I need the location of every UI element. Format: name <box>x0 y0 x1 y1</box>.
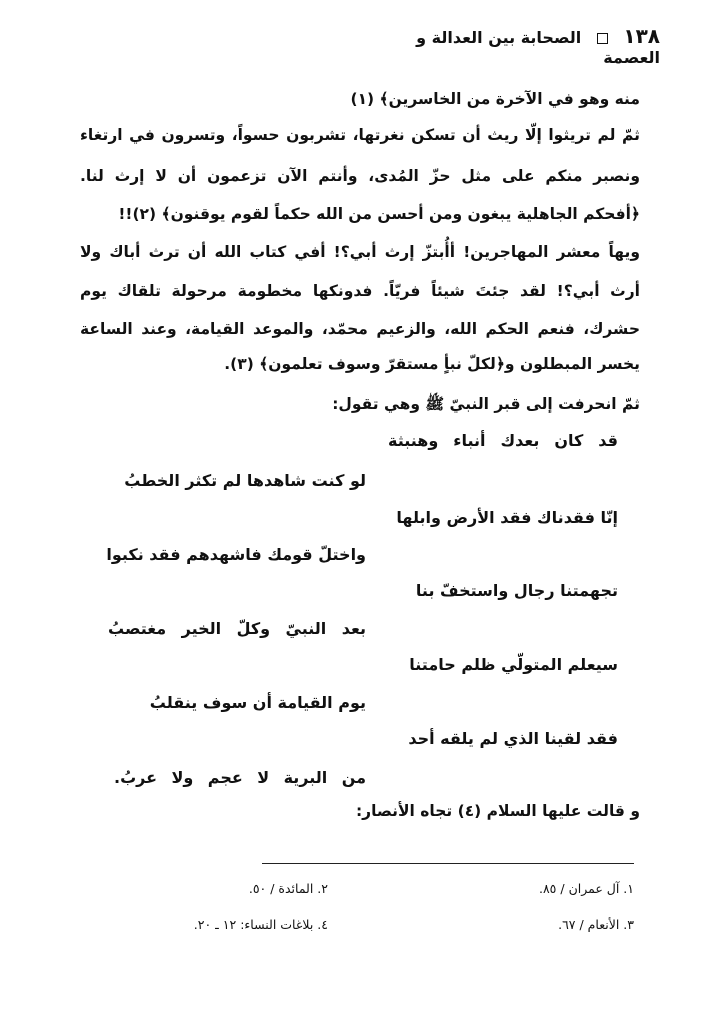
poem-verse-5: تجهمتنا رجال واستخفّ بنا <box>415 581 618 600</box>
poem-verse-4: واختلّ قومك فاشهدهم فقد نكبوا <box>106 545 366 564</box>
square-ornament-icon <box>597 33 608 44</box>
poem-verse-3: إنّا فقدناك فقد الأرض وابلها <box>396 508 618 527</box>
body-line-7: حشرك، فنعم الحكم الله، والزعيم محمّد، والموعد القيامة، وعند الساعة <box>80 320 640 338</box>
running-header <box>360 24 660 67</box>
footnote-3: ٣. الأنعام / ٦٧. <box>558 917 634 932</box>
body-line-6: أرث أبي؟! لقد جئتَ شيئاً فريّاً. فدونكها مخطومة مرحولة تلقاك يوم <box>80 282 640 300</box>
poem-verse-8: يوم القيامة أن سوف ينقلبُ <box>149 693 366 712</box>
body-line-4: ﴿أفحكم الجاهلية يبغون ومن أحسن من الله حكماً لقوم يوقنون﴾ (٢)!! <box>118 205 640 223</box>
body-line-1: منه وهو في الآخرة من الخاسرين﴾ (١) <box>350 90 640 108</box>
footnote-1: ١. آل عمران / ٨٥. <box>538 881 634 896</box>
footnote-2: ٢. المائدة / ٥٠. <box>248 881 328 896</box>
poem-verse-10: من البرية لا عجم ولا عربُ. <box>114 768 366 787</box>
footnote-4: ٤. بلاغات النساء: ١٢ ـ ٢٠. <box>193 917 328 932</box>
book-title: الصحابة بين العدالة و العصمة <box>416 28 660 67</box>
page-number: ١٣٨ <box>623 24 660 48</box>
closing-line: و قالت عليها السلام (٤) تجاه الأنصار: <box>355 802 640 820</box>
poem-verse-9: فقد لقينا الذي لم يلقه أحد <box>408 729 618 748</box>
body-line-2: ثمّ لم تريثوا إلّا ريث أن تسكن نغرتها، تشربون حسواً، وتسرون في ارتغاء <box>80 126 640 144</box>
poem-verse-6: بعد النبيّ وكلّ الخير مغتصبُ <box>108 619 366 638</box>
footnote-divider <box>262 863 634 864</box>
poem-verse-7: سيعلم المتولّي ظلم حامتنا <box>409 655 618 674</box>
poem-verse-2: لو كنت شاهدها لم تكثر الخطبُ <box>124 471 366 490</box>
body-line-3: ونصبر منكم على مثل حزّ المُدى، وأنتم الآن تزعمون أن لا إرث لنا. <box>80 167 640 185</box>
poem-verse-1: قد كان بعدك أنباء وهنبثة <box>388 431 618 450</box>
body-line-9: ثمّ انحرفت إلى قبر النبيّ ﷺ وهي تقول: <box>332 395 640 413</box>
body-line-8: يخسر المبطلون و﴿لكلّ نبأٍ مستقرّ وسوف تعلمون﴾ (٣). <box>224 355 640 373</box>
body-line-5: ويهاً معشر المهاجرين! أأُبتزّ إرث أبي؟! أفي كتاب الله أن ترث أباك ولا <box>80 243 640 261</box>
